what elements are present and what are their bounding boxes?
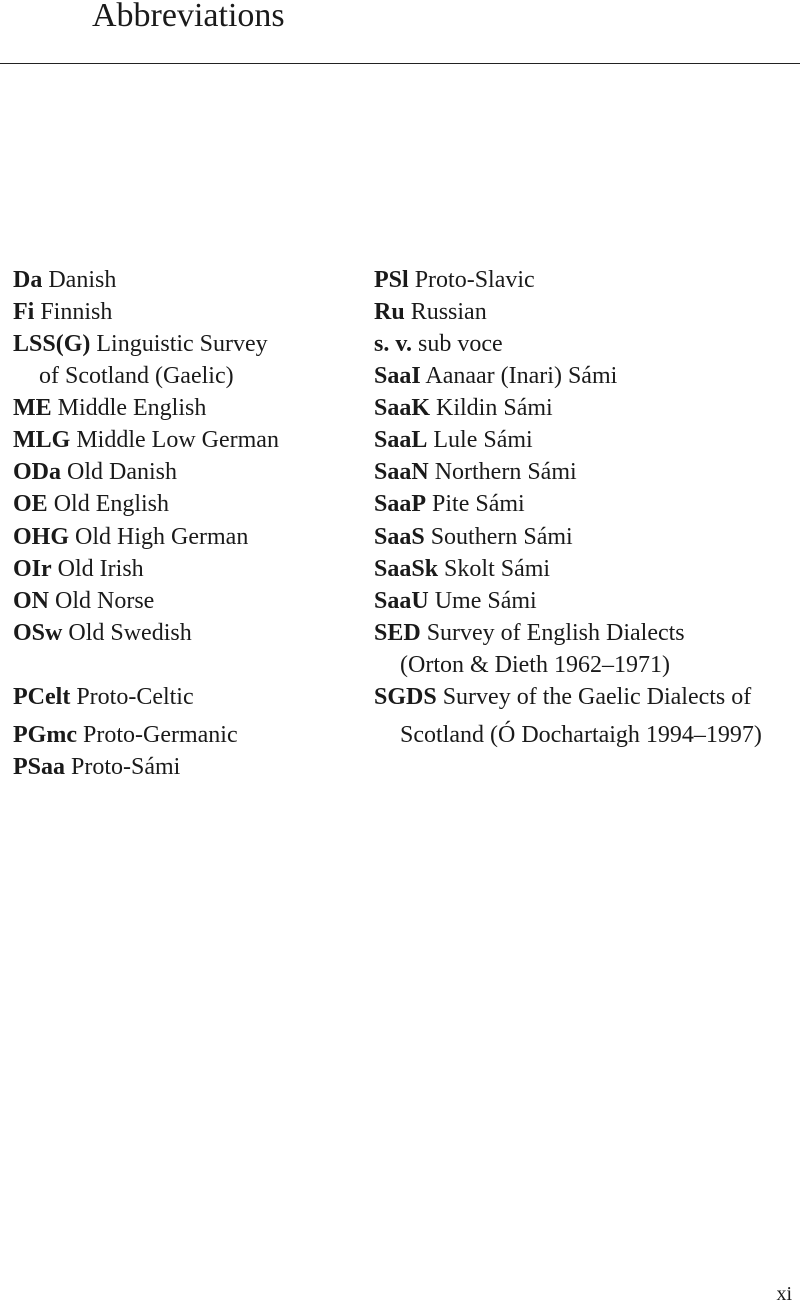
abbr-term: MLG [13, 427, 71, 453]
abbr-term: SGDS [374, 684, 437, 710]
abbr-entry [374, 521, 573, 553]
abbr-term: Ru [374, 299, 405, 325]
abbr-entry [13, 424, 279, 456]
abbr-meaning: Proto-Slavic [414, 267, 535, 293]
abbr-entry [374, 617, 685, 681]
abbr-entry [13, 264, 116, 296]
abbr-entry [374, 264, 535, 296]
abbr-meaning: Old English [53, 491, 170, 517]
abbr-term: ON [13, 588, 49, 614]
abbr-entry [13, 617, 192, 649]
abbr-term: PGmc [13, 722, 77, 748]
abbr-term: PCelt [13, 684, 71, 710]
abbr-term: OHG [13, 524, 70, 550]
abbr-meaning: Kildin Sámi [436, 395, 553, 421]
abbr-entry [374, 328, 503, 360]
abbr-meaning: Old Irish [57, 556, 144, 582]
abbr-entry [13, 751, 180, 783]
abbr-entry [13, 328, 268, 392]
abbr-meaning: Proto-Sámi [71, 754, 181, 780]
abbr-meaning: Old Norse [55, 588, 155, 614]
abbr-entry [13, 521, 248, 553]
abbr-entry [374, 553, 550, 585]
abbr-entry [374, 392, 553, 424]
abbr-term: s. v. [374, 331, 413, 357]
abbr-entry [374, 424, 533, 456]
abbr-meaning: Old High German [75, 524, 249, 550]
abbr-entry [374, 681, 762, 751]
abbr-meaning: Linguistic Survey [96, 331, 268, 357]
abbr-entry [374, 585, 537, 617]
abbr-entry [13, 585, 154, 617]
abbr-term: Da [13, 267, 43, 293]
abbr-meaning: Lule Sámi [433, 427, 533, 453]
abbr-meaning: Proto-Celtic [76, 684, 194, 710]
abbr-term: PSaa [13, 754, 66, 780]
abbr-meaning: Old Swedish [68, 620, 192, 646]
abbr-term: SaaI [374, 363, 421, 389]
abbr-meaning: Southern Sámi [430, 524, 573, 550]
abbr-meaning: Ume Sámi [434, 588, 537, 614]
abbr-meaning: sub voce [418, 331, 503, 357]
abbr-meaning: Survey of the Gaelic Dialects of [442, 684, 752, 710]
abbr-meaning: Pite Sámi [432, 491, 525, 517]
abbr-meaning: Aanaar (Inari) Sámi [425, 363, 618, 389]
abbr-term: ODa [13, 459, 61, 485]
abbr-meaning: Middle English [57, 395, 207, 421]
abbr-entry [374, 360, 617, 392]
abbr-term: SED [374, 620, 421, 646]
abbr-meaning: Old Danish [67, 459, 177, 485]
abbr-meaning: Skolt Sámi [444, 556, 551, 582]
abbr-term: SaaK [374, 395, 431, 421]
abbr-entry [374, 456, 577, 488]
abbr-term: SaaP [374, 491, 427, 517]
abbr-meaning: Russian [410, 299, 487, 325]
abbr-entry [13, 456, 177, 488]
abbr-meaning: Finnish [40, 299, 113, 325]
abbr-entry [13, 296, 112, 328]
abbr-term: SaaS [374, 524, 425, 550]
abbr-term: LSS(G) [13, 331, 91, 357]
abbr-term: OIr [13, 556, 52, 582]
abbr-entry [13, 392, 206, 424]
abbr-term: SaaL [374, 427, 428, 453]
abbr-meaning: Survey of English Dialects [426, 620, 685, 646]
abbr-term: OE [13, 491, 48, 517]
abbr-entry [13, 681, 194, 713]
abbr-term: SaaSk [374, 556, 439, 582]
abbr-entry [13, 488, 169, 520]
abbr-entry [13, 553, 144, 585]
abbr-term: PSl [374, 267, 409, 293]
header-rule [0, 63, 800, 64]
abbr-entry [374, 296, 487, 328]
abbr-meaning-continued: Scotland (Ó Dochartaigh 1994–1997) [400, 722, 762, 748]
abbr-meaning-continued: (Orton & Dieth 1962–1971) [400, 652, 670, 678]
page-number: xi [776, 1283, 792, 1305]
page-title: Abbreviations [92, 0, 285, 34]
abbr-term: ME [13, 395, 52, 421]
abbr-term: SaaN [374, 459, 429, 485]
abbr-term: SaaU [374, 588, 429, 614]
abbr-entry [13, 719, 238, 751]
abbr-meaning: Middle Low German [76, 427, 279, 453]
abbr-meaning: Northern Sámi [434, 459, 577, 485]
abbr-meaning: Danish [48, 267, 117, 293]
abbr-term: OSw [13, 620, 63, 646]
abbr-meaning: Proto-Germanic [82, 722, 238, 748]
abbr-term: Fi [13, 299, 35, 325]
abbr-entry [374, 488, 525, 520]
abbr-meaning-continued: of Scotland (Gaelic) [39, 363, 234, 389]
